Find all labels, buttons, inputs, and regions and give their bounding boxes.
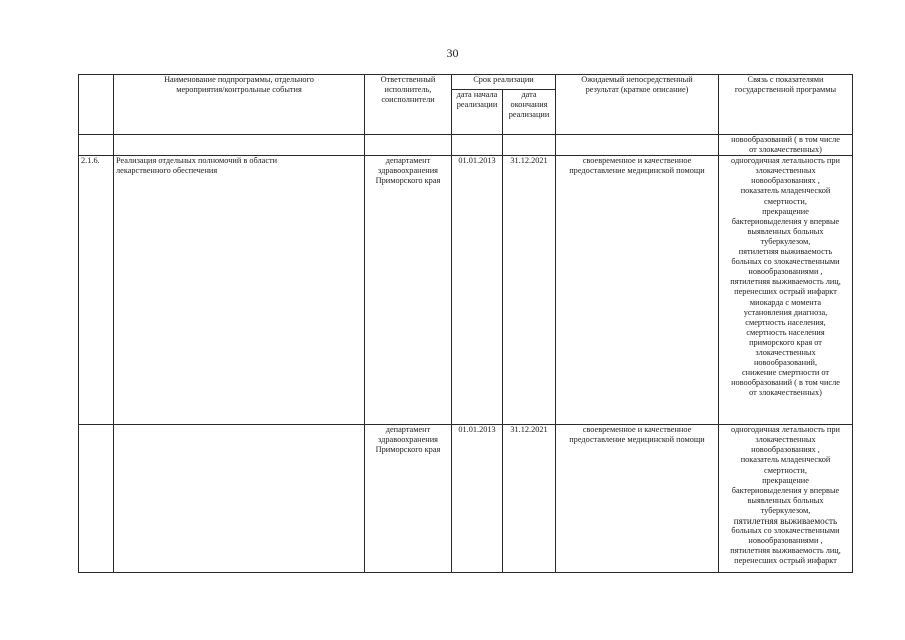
page-number: 30 bbox=[446, 46, 459, 60]
row-end-date bbox=[503, 135, 556, 156]
table-row bbox=[79, 156, 853, 425]
row-number bbox=[79, 425, 114, 573]
row-executor: департамент здравоохранения Приморского края bbox=[365, 425, 452, 573]
header-name-cell: Наименование подпрограммы, отдельного мероприятия/контрольные события bbox=[114, 75, 365, 135]
header-link-cell: Связь с показателями государственной программы bbox=[719, 75, 853, 135]
row-indicators: одногодичная летальность при злокачественных новообразованиях , показатель младенческой смертности, прекращение бактериовыделения у впервые выявленных больных туберкулезом, пятилетняя выживаемость больных со злокачественными новообразованиями , пятилетняя выживаемость лиц, перенесших острый инфаркт миокарда с момента установления диагноза, смертность населения, смертность населения приморского края от злокачественных новообразований, снижение смертности от новообразований ( в том числе от злокачественных) bbox=[719, 156, 853, 425]
header-number-cell bbox=[79, 75, 114, 135]
header-end-cell: дата окончания реализации bbox=[503, 90, 556, 135]
row-end-date: 31.12.2021 bbox=[503, 156, 556, 425]
header-executor-cell: Ответственный исполнитель, соисполнители bbox=[365, 75, 452, 135]
row-number: 2.1.6. bbox=[79, 156, 114, 425]
header-result-cell: Ожидаемый непосредственный результат (краткое описание) bbox=[556, 75, 719, 135]
header-start-cell: дата начала реализации bbox=[452, 90, 503, 135]
program-table bbox=[78, 74, 853, 573]
row-name bbox=[114, 425, 365, 573]
row-result: своевременное и качественное предоставление медицинской помощи bbox=[556, 425, 719, 573]
row-start-date bbox=[452, 135, 503, 156]
row-name: Реализация отдельных полномочий в области лекарственного обеспечения bbox=[114, 156, 365, 425]
row-result: своевременное и качественное предоставление медицинской помощи bbox=[556, 156, 719, 425]
row-start-date: 01.01.2013 bbox=[452, 425, 503, 573]
row-result bbox=[556, 135, 719, 156]
row-executor: департамент здравоохранения Приморского края bbox=[365, 156, 452, 425]
row-indicators: одногодичная летальность при злокачественных новообразованиях , показатель младенческой смертности, прекращение бактериовыделения у впервые выявленных больных туберкулезом, пятилетняя выживаемость больных со злокачественными новообразованиями , пятилетняя выживаемость лиц, перенесших острый инфаркт bbox=[719, 425, 853, 573]
table-row bbox=[79, 135, 853, 156]
row-indicators: новообразований ( в том числе от злокачественных) bbox=[719, 135, 853, 156]
row-start-date: 01.01.2013 bbox=[452, 156, 503, 425]
row-name bbox=[114, 135, 365, 156]
row-number bbox=[79, 135, 114, 156]
table-row bbox=[79, 425, 853, 573]
table-header-row bbox=[79, 75, 853, 90]
header-period-cell: Срок реализации bbox=[452, 75, 556, 90]
row-end-date: 31.12.2021 bbox=[503, 425, 556, 573]
row-executor bbox=[365, 135, 452, 156]
